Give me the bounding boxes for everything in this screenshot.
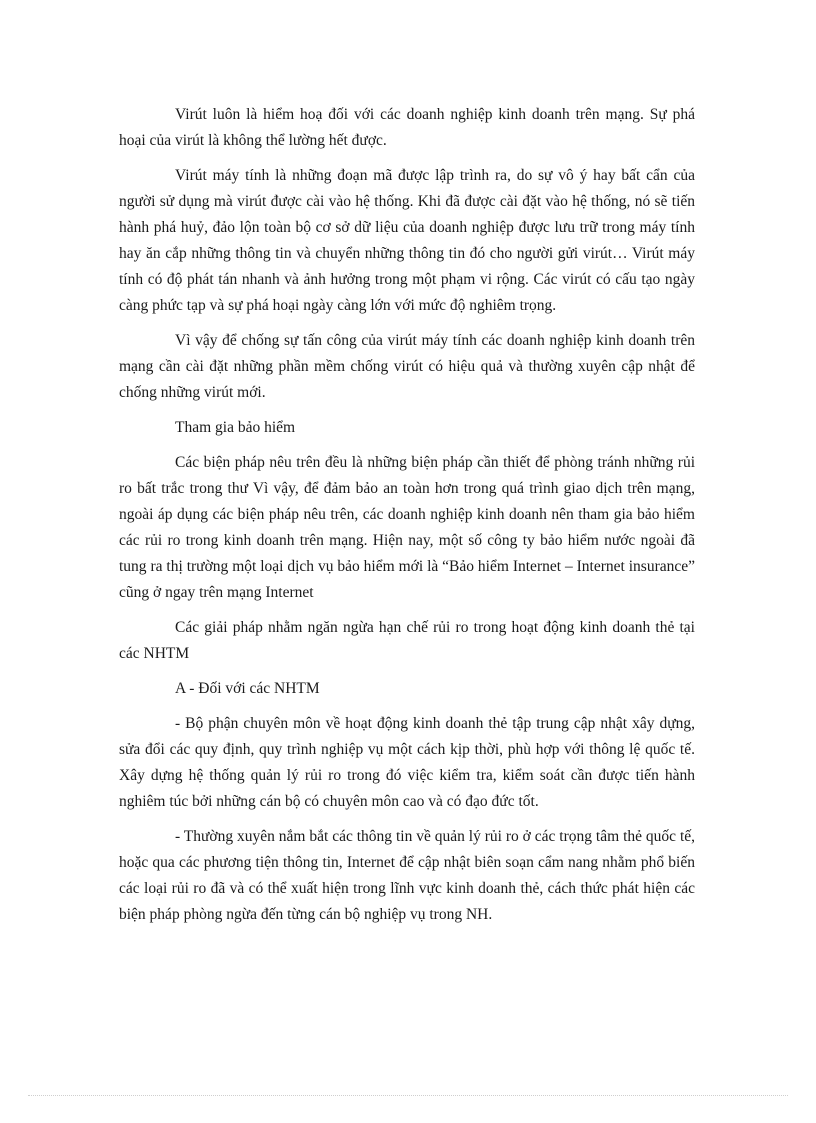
footer-divider: [28, 1095, 788, 1096]
paragraph-bullet-department: - Bộ phận chuyên môn về hoạt động kinh doanh thẻ tập trung cập nhật xây dựng, sửa đổi các quy định, quy trình nghiệp vụ một cách kịp thời, phù hợp với thông lệ quốc tế. Xây dựng hệ thống quản lý rủi ro trong đó việc kiểm tra, kiểm soát cần được tiến hành nghiêm túc bởi những cán bộ có chuyên môn cao và có đạo đức tốt.: [119, 715, 695, 810]
paragraph-solutions: Các giải pháp nhằm ngăn ngừa hạn chế rủi ro trong hoạt động kinh doanh thẻ tại các NHTM: [119, 619, 695, 662]
heading-nhtm: A - Đối với các NHTM: [175, 680, 320, 697]
paragraph-virus-definition: Virút máy tính là những đoạn mã được lập trình ra, do sự vô ý hay bất cẩn của người sử dụng mà virút được cài vào hệ thống. Khi đã được cài đặt vào hệ thống, nó sẽ tiến hành phá huỷ, đảo lộn toàn bộ cơ sở dữ liệu của doanh nghiệp được lưu trữ trong máy tính hay ăn cắp những thông tin và chuyển những thông tin đó cho người gửi virút… Virút máy tính có độ phát tán nhanh và ảnh hưởng trong một phạm vi rộng. Các virút có cấu tạo ngày càng phức tạp và sự phá hoại ngày càng lớn với mức độ nghiêm trọng.: [119, 167, 695, 314]
paragraph-insurance: Các biện pháp nêu trên đều là những biện pháp cần thiết để phòng tránh những rủi ro bất trắc trong thư Vì vậy, để đảm bảo an toàn hơn trong quá trình giao dịch trên mạng, ngoài áp dụng các biện pháp nêu trên, các doanh nghiệp kinh doanh nên tham gia bảo hiểm các rủi ro trong kinh doanh trên mạng. Hiện nay, một số công ty bảo hiểm nước ngoài đã tung ra thị trường một loại dịch vụ bảo hiểm mới là “Bảo hiểm Internet – Internet insurance” cũng ở ngay trên mạng Internet: [119, 454, 695, 601]
paragraph-virus-threat: Virút luôn là hiểm hoạ đối với các doanh nghiệp kinh doanh trên mạng. Sự phá hoại của virút là không thể lường hết được.: [119, 106, 695, 149]
document-body: [119, 102, 695, 937]
paragraph-bullet-risk-info: - Thường xuyên nắm bắt các thông tin về quản lý rủi ro ở các trọng tâm thẻ quốc tế, hoặc qua các phương tiện thông tin, Internet để cập nhật biên soạn cẩm nang nhằm phổ biến các loại rủi ro đã và có thể xuất hiện trong lĩnh vực kinh doanh thẻ, cách thức phát hiện các biện pháp phòng ngừa đến từng cán bộ nghiệp vụ trong NH.: [119, 828, 695, 923]
heading-insurance: Tham gia bảo hiểm: [175, 419, 296, 436]
paragraph-antivirus: Vì vậy để chống sự tấn công của virút máy tính các doanh nghiệp kinh doanh trên mạng cần cài đặt những phần mềm chống virút có hiệu quả và thường xuyên cập nhật để chống những virút mới.: [119, 332, 695, 401]
